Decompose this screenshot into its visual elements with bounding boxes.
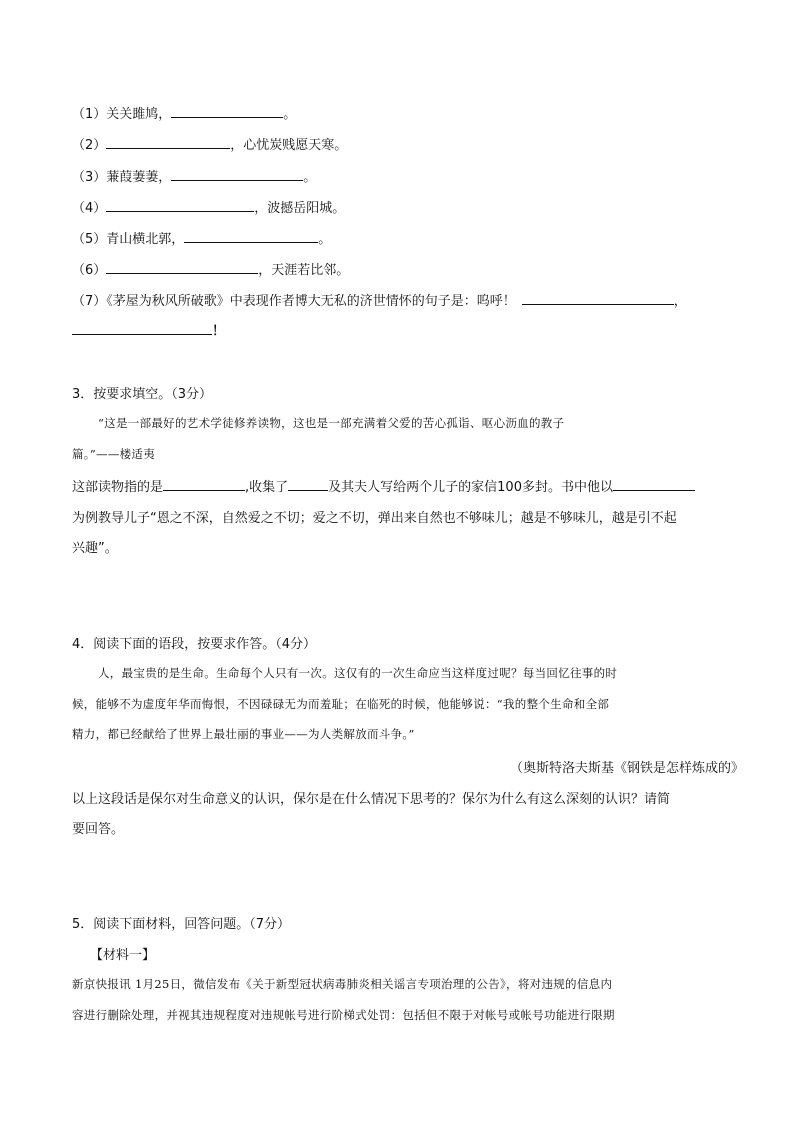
poem-line-6 (72, 259, 349, 278)
poem-line-4 (72, 197, 345, 216)
answer-blank[interactable] (106, 136, 230, 149)
poem-line-7 (72, 290, 687, 309)
quote-line: 篇。”——楼适夷 (72, 447, 156, 461)
passage-line: 精力，都已经献给了世界上最壮丽的事业——为人类解放而斗争。” (72, 727, 415, 741)
answer-blank[interactable] (163, 478, 245, 491)
item-number: （2） (72, 138, 107, 153)
answer-blank[interactable] (171, 105, 283, 118)
question-4-ask: 以上这段话是保尔对生命意义的认识，保尔是在什么情况下思考的？保尔为什么有这么深刻的认识？请简 (72, 792, 671, 807)
answer-blank[interactable] (106, 199, 254, 212)
poem-text: 。 (283, 107, 297, 122)
item-number: （3） (72, 170, 107, 185)
question-text: ,收集了 (245, 480, 289, 495)
poem-line-5 (72, 228, 331, 247)
question-3-line-3: 兴趣”。 (72, 541, 118, 556)
answer-blank[interactable] (106, 261, 258, 274)
material-line: 新京快报讯 1月25日，微信发布《关于新型冠状病毒肺炎相关谣言专项治理的公告》，将对违规的信息内 (72, 977, 613, 991)
answer-blank[interactable] (613, 478, 695, 491)
poem-line-7-cont (72, 320, 225, 339)
punctuation: ！ (212, 324, 226, 339)
question-3-heading: 3．按要求填空。（3分） (72, 387, 213, 402)
material-line: 容进行删除处理，并视其违规程度对违规帐号进行阶梯式处罚：包括但不限于对帐号或帐号功能进行限期 (72, 1008, 615, 1022)
poem-text: 蒹葭萋萋， (106, 170, 172, 185)
item-number: （1） (72, 107, 107, 122)
poem-text: 关关雎鸠， (106, 107, 172, 122)
question-4-ask-cont: 要回答。 (72, 822, 125, 837)
answer-blank[interactable] (184, 230, 318, 243)
poem-line-2 (72, 134, 347, 153)
material-label: 【材料一】 (90, 948, 156, 963)
answer-blank[interactable] (522, 292, 674, 305)
question-4-heading: 4．阅读下面的语段，按要求作答。（4分） (72, 637, 317, 652)
question-text: 这部读物指的是 (72, 480, 164, 495)
question-3-line-1 (72, 476, 695, 495)
poem-text: 青山横北郭， (106, 232, 185, 247)
passage-line: 人，最宝贵的是生命。生命每个人只有一次。这仅有的一次生命应当这样度过呢？每当回忆往事的时 (98, 666, 618, 680)
poem-text: 。 (318, 232, 332, 247)
poem-line-1 (72, 103, 296, 122)
question-text: 及其夫人写给两个儿子的家信100多封。书中他以 (328, 480, 613, 495)
answer-blank[interactable] (72, 322, 212, 335)
quote-line: “这是一部最好的艺术学徒修养读物，这也是一部充满着父爱的苦心孤诣、呕心沥血的教子 (98, 416, 565, 430)
passage-line: 候，能够不为虚度年华而悔恨，不因碌碌无为而羞耻；在临死的时候，他能够说：“我的整个生命和全部 (72, 697, 610, 711)
question-text: （7）《茅屋为秋风所破歌》中表现作者博大无私的济世情怀的句子是：呜呼！ (72, 294, 516, 309)
question-5-heading: 5．阅读下面材料，回答问题。（7分） (72, 917, 291, 932)
poem-line-3 (72, 166, 316, 185)
answer-blank[interactable] (288, 478, 328, 491)
poem-text: ，心忧炭贱愿天寒。 (230, 138, 348, 153)
answer-blank[interactable] (171, 168, 303, 181)
poem-text: ，波撼岳阳城。 (254, 201, 346, 216)
poem-text: ，天涯若比邻。 (258, 263, 350, 278)
item-number: （6） (72, 263, 107, 278)
item-number: （4） (72, 201, 107, 216)
question-3-line-2: 为例教导儿子“恩之不深，自然爱之不切；爱之不切，弹出来自然也不够味儿；越是不够味儿，越是引不起 (72, 511, 677, 526)
item-number: （5） (72, 232, 107, 247)
poem-text: 。 (303, 170, 317, 185)
punctuation: ， (673, 294, 687, 309)
passage-source: （奥斯特洛夫斯基《钢铁是怎样炼成的》 (509, 761, 744, 776)
